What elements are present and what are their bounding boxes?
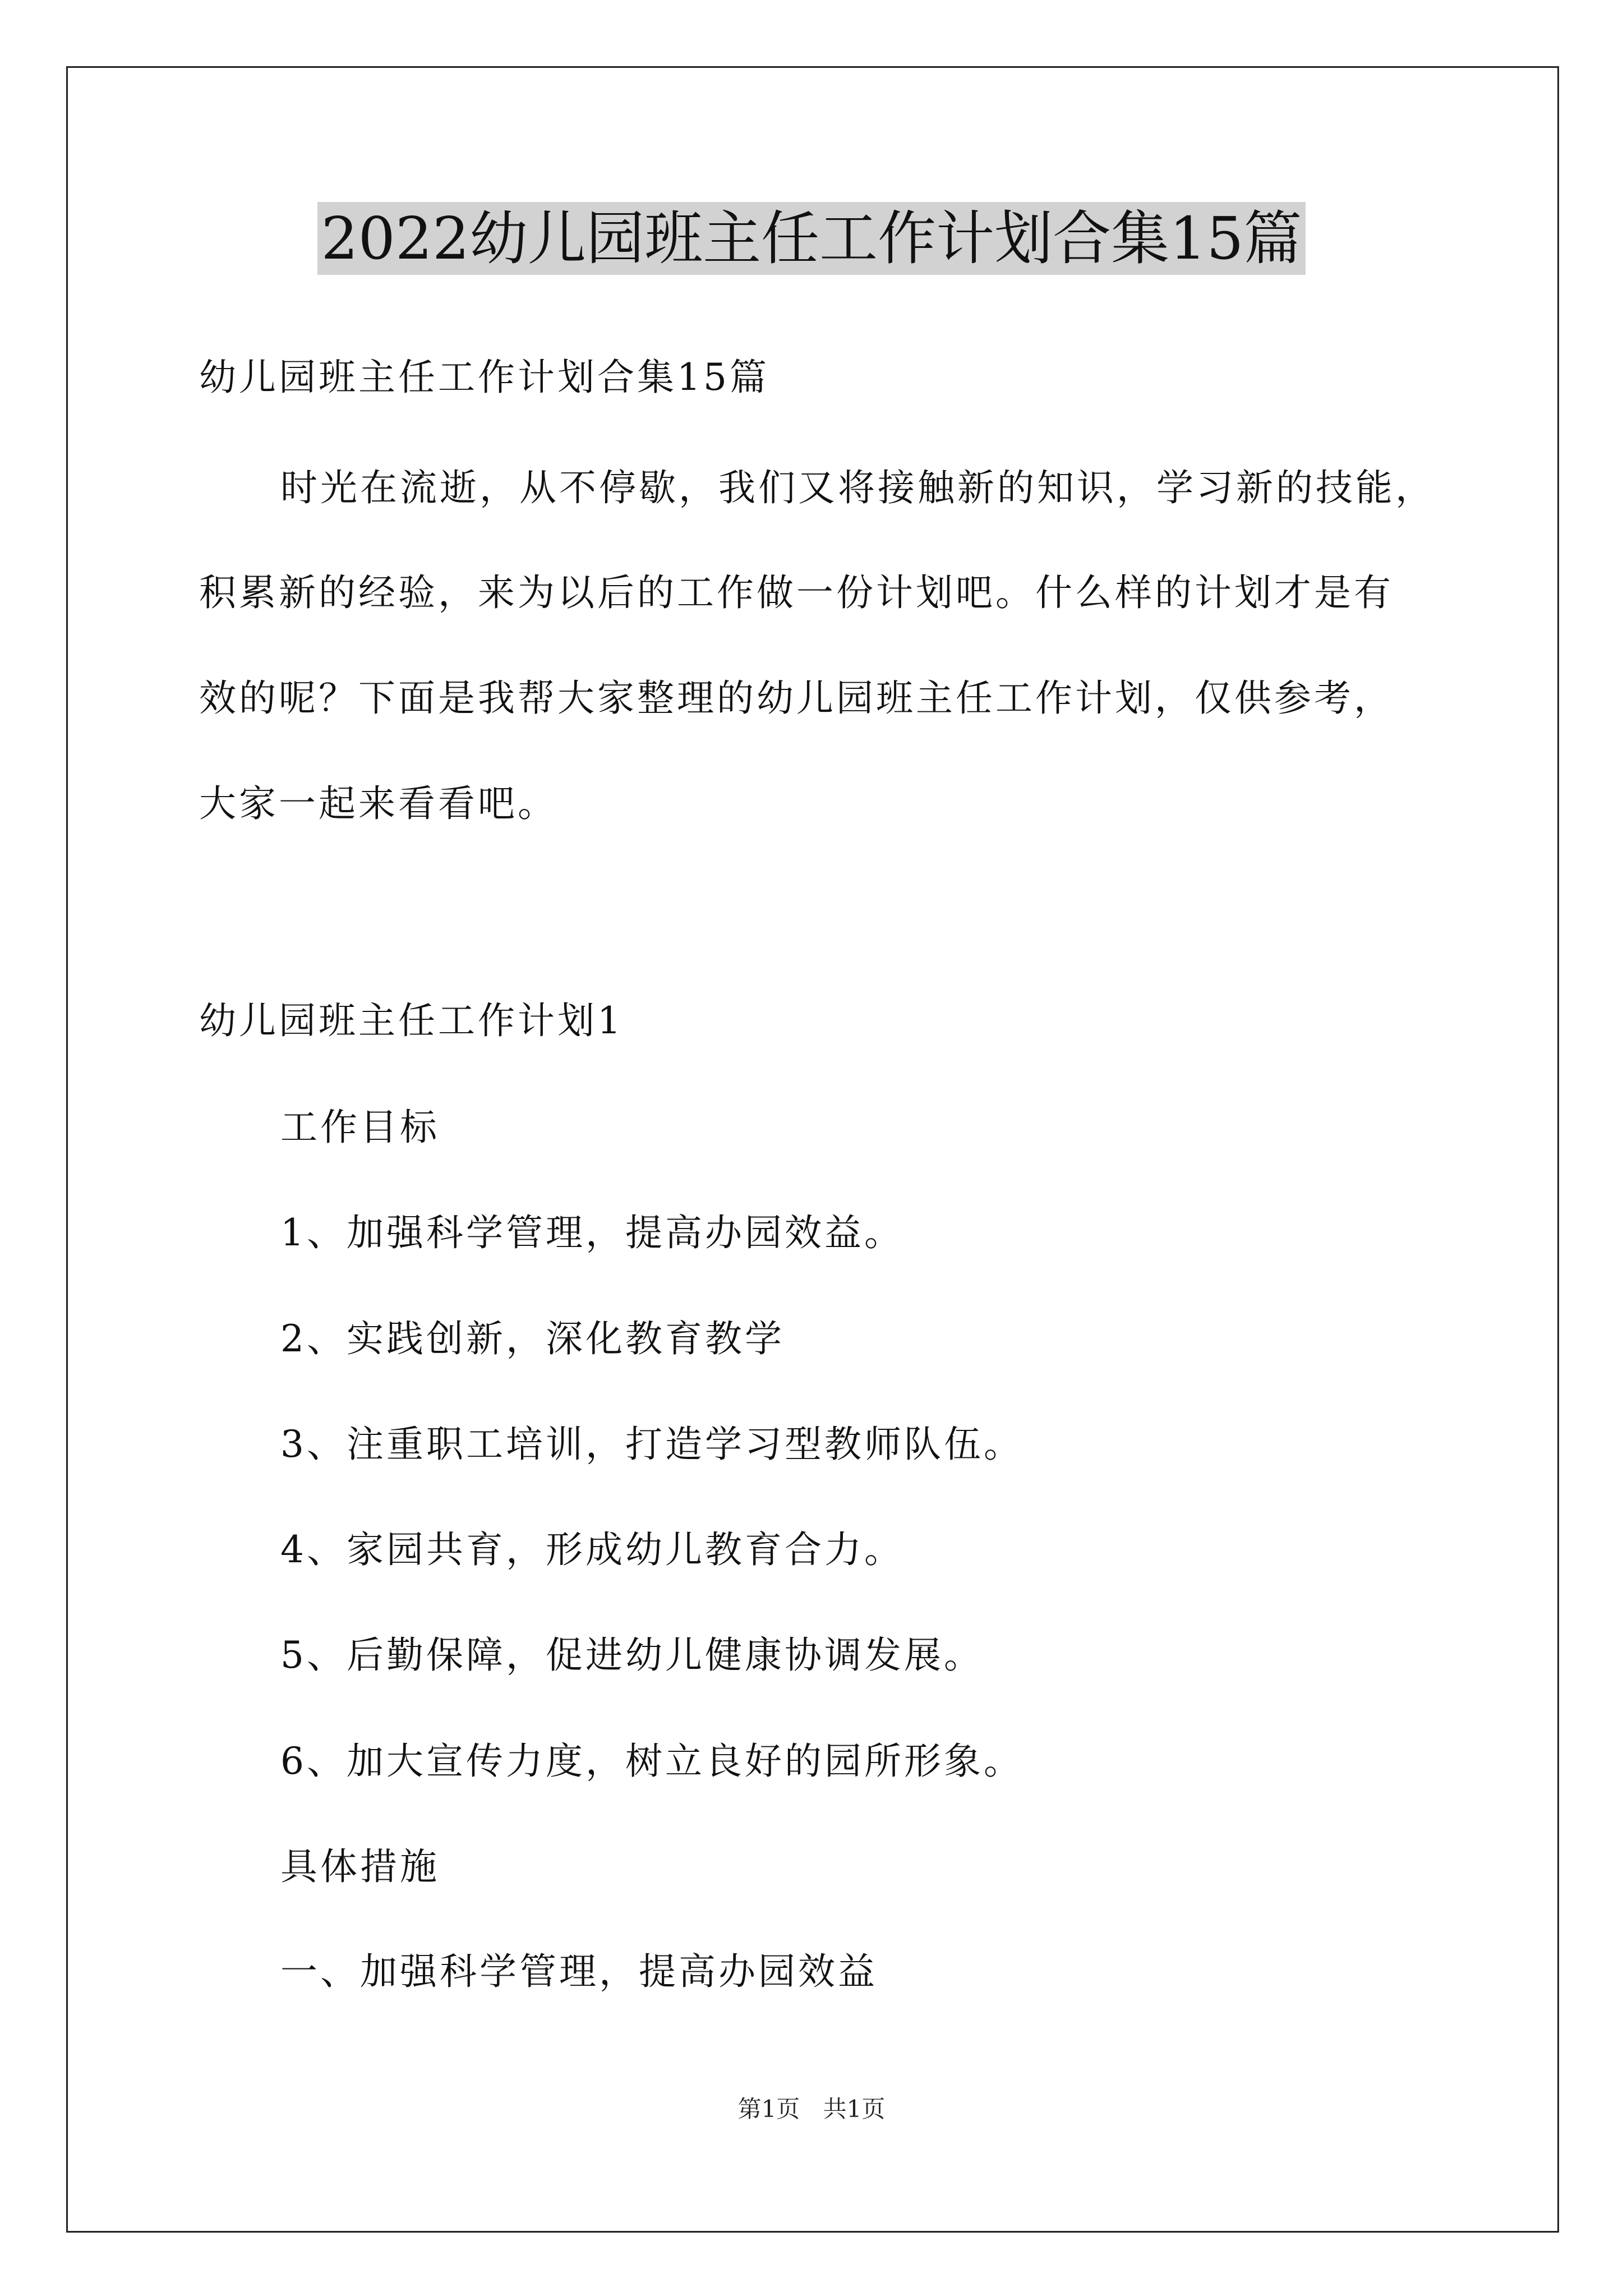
document-title-text: 2022幼儿园班主任工作计划合集15篇 [317, 202, 1305, 275]
page-number-total: 共1页 [823, 2095, 886, 2123]
document-subtitle: 幼儿园班主任工作计划合集15篇 [199, 356, 769, 399]
measures-heading: 具体措施 [280, 1845, 440, 1888]
goal-item-4: 4、家园共育，形成幼儿教育合力。 [280, 1528, 904, 1571]
page-footer [0, 2092, 1623, 2126]
measure-item-1: 一、加强科学管理，提高办园效益 [280, 1950, 878, 1993]
intro-line-4: 大家一起来看看吧。 [199, 782, 557, 825]
goal-item-5: 5、后勤保障，促进幼儿健康协调发展。 [280, 1634, 984, 1677]
goal-item-3: 3、注重职工培训，打造学习型教师队伍。 [280, 1423, 1023, 1466]
document-title [0, 202, 1623, 275]
goal-item-1: 1、加强科学管理，提高办园效益。 [280, 1211, 904, 1254]
page-number-current: 第1页 [737, 2095, 800, 2123]
intro-line-3: 效的呢？下面是我帮大家整理的幼儿园班主任工作计划，仅供参考， [199, 677, 1394, 720]
section-heading: 幼儿园班主任工作计划1 [199, 999, 624, 1042]
intro-line-1: 时光在流逝，从不停歇，我们又将接触新的知识，学习新的技能， [280, 466, 1435, 509]
intro-line-2: 积累新的经验，来为以后的工作做一份计划吧。什么样的计划才是有 [199, 571, 1394, 614]
goals-heading: 工作目标 [280, 1106, 440, 1149]
goal-item-6: 6、加大宣传力度，树立良好的园所形象。 [280, 1740, 1023, 1783]
goal-item-2: 2、实践创新，深化教育教学 [280, 1317, 785, 1360]
